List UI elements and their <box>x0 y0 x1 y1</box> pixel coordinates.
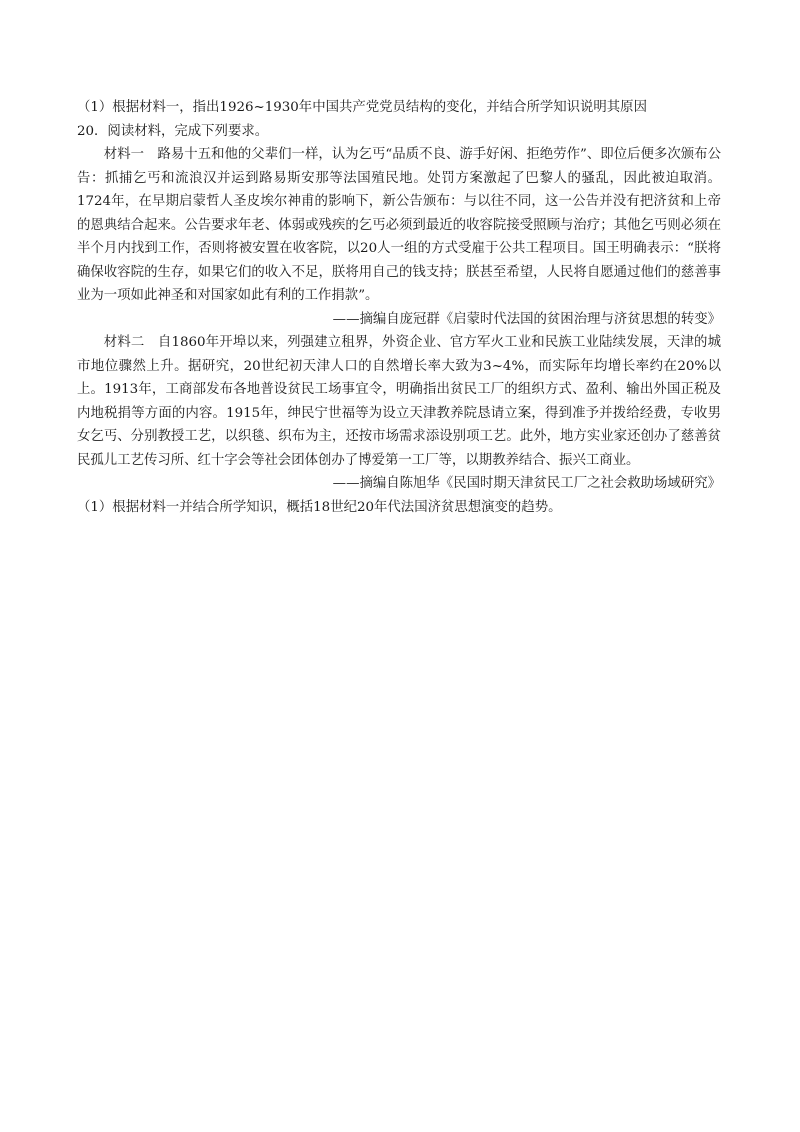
material-two-label: 材料二 <box>103 335 145 350</box>
question-one: （1）根据材料一并结合所学知识，概括18世纪20年代法国济贫思想演变的趋势。 <box>77 499 562 515</box>
material-one-text: 路易十五和他的父辈们一样，认为乞丐“品质不良、游手好闲、拒绝劳作”、即位后便多次颁布公告：抓捕乞丐和流浪汉并运到路易斯安那等法国殖民地。处罚方案激起了巴黎人的骚乱，因此被迫取消。1724年，在早期启蒙哲人圣皮埃尔神甫的影响下，新公告颁布：与以往不同，这一公告并没有把济贫和上帝的恩典结合起来。公告要求年老、体弱或残疾的乞丐必须到最近的收容院接受照顾与治疗；其他乞丐则必须在半个月内找到工作，否则将被安置在收客院，以20人一组的方式受雇于公共工程项目。国王明确表示：“朕将确保收容院的生存，如果它们的收入不足，朕将用自己的钱支持；朕甚至希望，人民将自愿通过他们的慈善事业为一项如此神圣和对国家如此有利的工作捐款”。 <box>77 147 721 303</box>
material-two-text: 自1860年开埠以来，列强建立租界，外资企业、官方军火工业和民族工业陆续发展，天津的城市地位骤然上升。据研究，20世纪初天津人口的自然增长率大致为3~4%，而实际年均增长率约在20%以上。1913年，工商部发布各地普设贫民工场事宜令，明确指出贫民工厂的组织方式、盈利、输出外国正税及内地税捐等方面的内容。1915年，绅民宁世福等为设立天津教养院恳请立案，得到准予并拨给经费，专收男女乞丐、分别教授工艺，以织毯、织布为主，还按市场需求添设别项工艺。此外，地方实业家还创办了慈善贫民孤儿工艺传习所、红十字会等社会团体创办了博爱第一工厂等，以期教养结合、振兴工商业。 <box>77 335 722 468</box>
material-two <box>77 331 721 472</box>
previous-question: （1）根据材料一，指出1926~1930年中国共产党党员结构的变化，并结合所学知识说明其原因 <box>77 100 647 115</box>
material-one-source: ——摘编自庞冠群《启蒙时代法国的贫困治理与济贫思想的转变》 <box>332 311 721 327</box>
document-content <box>77 96 721 519</box>
question-header: 20．阅读材料，完成下列要求。 <box>77 123 269 139</box>
material-two-source: ——摘编自陈旭华《民国时期天津贫民工厂之社会救助场域研究》 <box>332 476 721 491</box>
material-one-label: 材料一 <box>103 147 145 162</box>
material-one <box>77 143 721 308</box>
